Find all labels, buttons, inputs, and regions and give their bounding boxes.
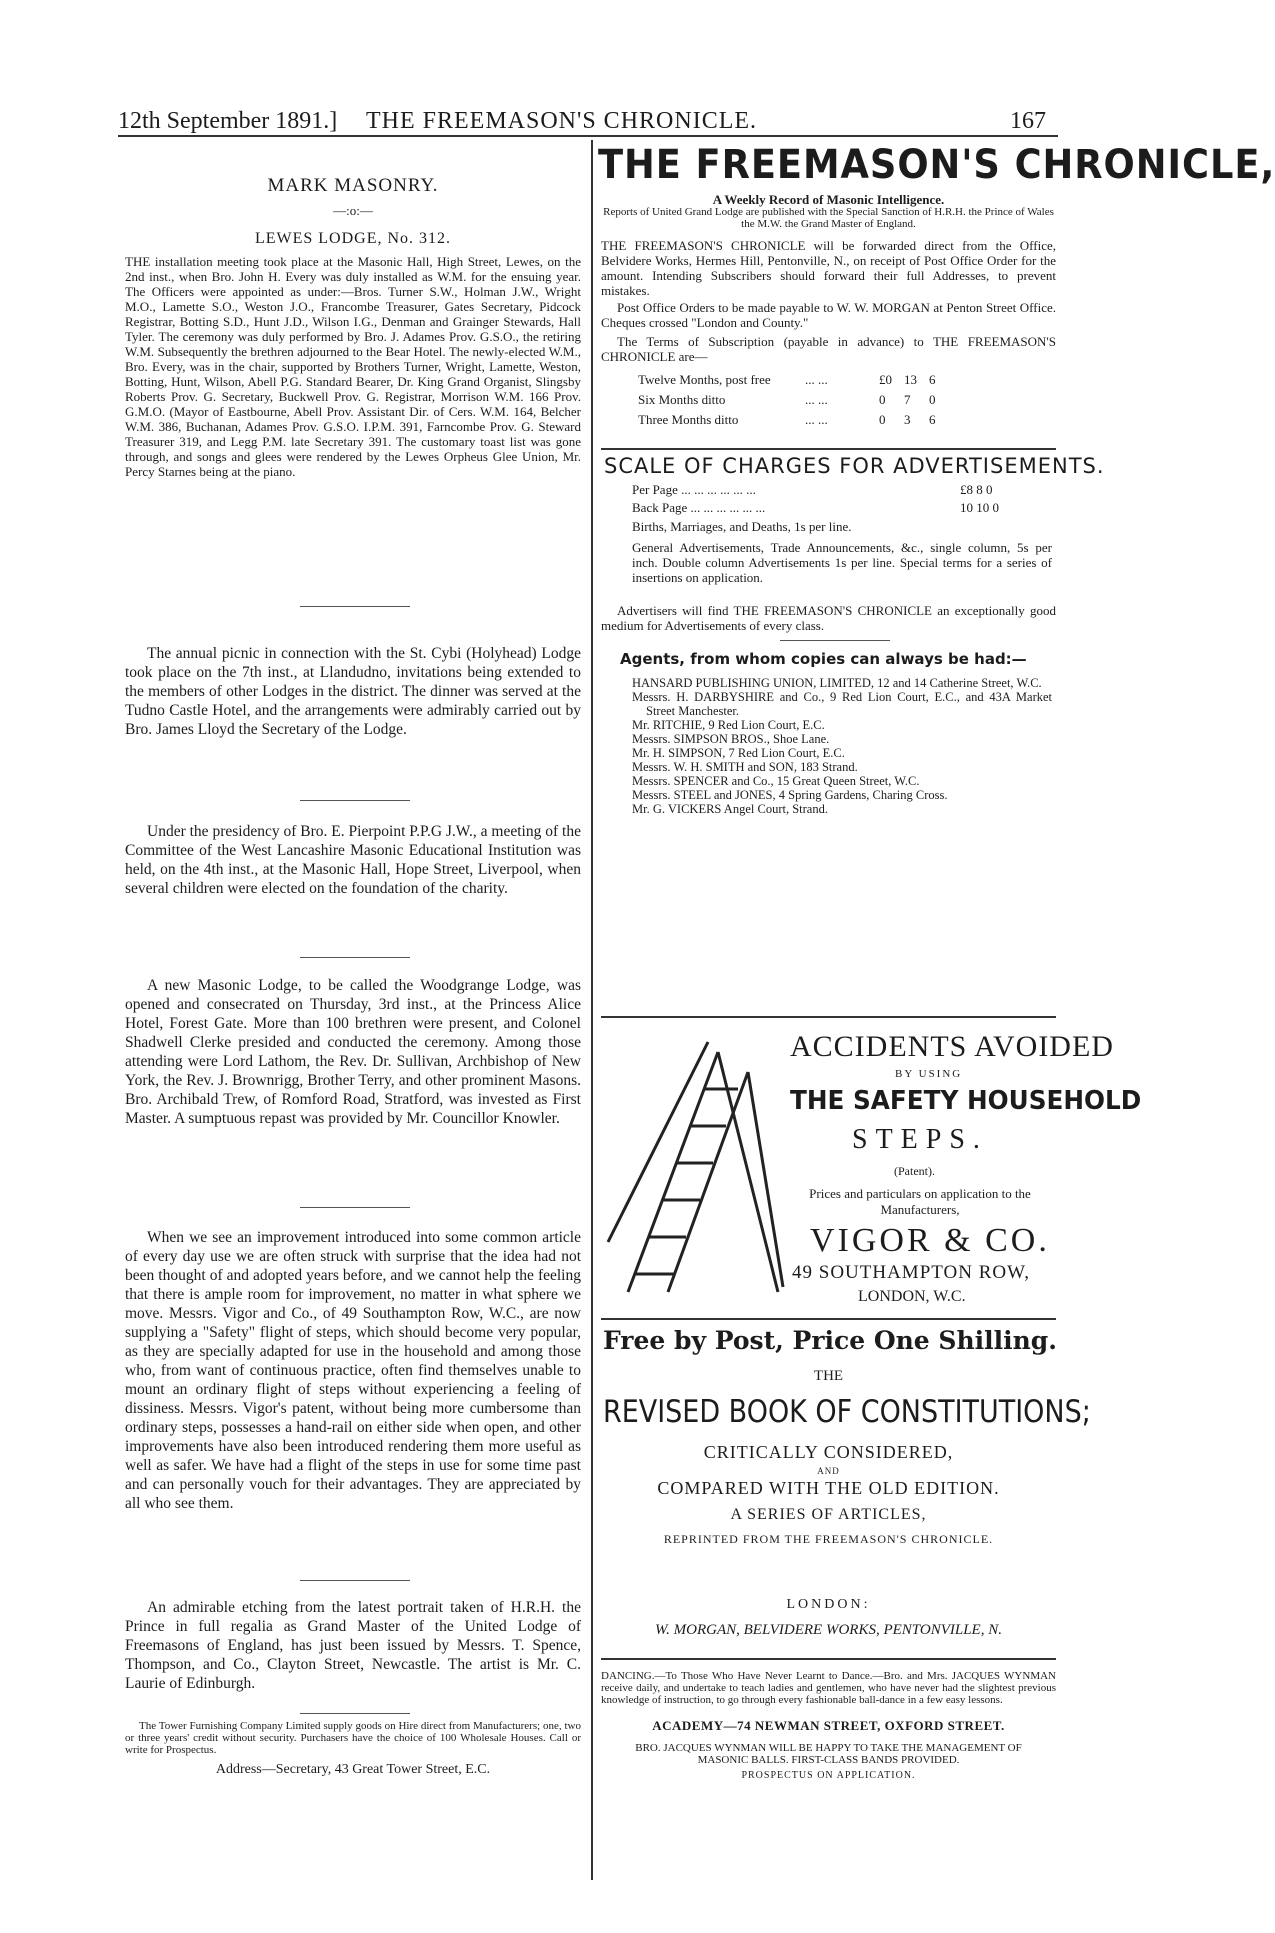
list-item: Mr. H. SIMPSON, 7 Red Lion Court, E.C. — [632, 746, 845, 760]
masonic-balls-note: BRO. JACQUES WYNMAN WILL BE HAPPY TO TAKE THE MANAGEMENT OF MASONIC BALLS. FIRST-CLASS BANDS PROVIDED. — [635, 1742, 1022, 1766]
list-item: Mr. RITCHIE, 9 Red Lion Court, E.C. — [632, 718, 825, 732]
section-rule — [601, 1318, 1056, 1320]
article-rule — [300, 1580, 410, 1581]
compared-title: COMPARED WITH THE OLD EDITION. — [657, 1478, 1000, 1498]
article-rule — [300, 800, 410, 801]
header-rule — [118, 135, 1058, 137]
series-of-articles: A SERIES OF ARTICLES, — [730, 1506, 927, 1523]
article-rule — [300, 1207, 410, 1208]
section-title: MARK MASONRY. — [267, 175, 439, 196]
leaders: ... ... — [805, 392, 828, 407]
publisher-line: W. MORGAN, BELVIDERE WORKS, PENTONVILLE, N. — [655, 1622, 1002, 1638]
per-page-price: £8 8 0 — [960, 482, 993, 497]
list-item: Messrs. H. DARBYSHIRE and Co., 9 Red Lion Court, E.C., and 43A Market Street Manchester. — [632, 690, 1052, 718]
list-item: Messrs. SPENCER and Co., 15 Great Queen Street, W.C. — [632, 774, 920, 788]
safety-steps-illustration — [598, 1042, 788, 1302]
article-rule — [300, 957, 410, 958]
pounds: £0 — [879, 372, 892, 387]
agents-list — [632, 676, 1052, 816]
masthead: THE FREEMASON'S CHRONICLE, — [598, 142, 1275, 188]
ad-by-using: BY USING — [895, 1068, 963, 1080]
period: Six Months ditto — [638, 392, 726, 407]
section-rule — [601, 1658, 1056, 1660]
ad-vigor-co: VIGOR & CO. — [810, 1222, 1050, 1259]
revised-book-title: REVISED BOOK OF CONSTITUTIONS; — [603, 1394, 1091, 1430]
picnic-article: The annual picnic in connection with the St. Cybi (Holyhead) Lodge took place on the 7th inst., at Llandudno, invitations being extended to the members of other Lodges in the district. The dinner was served at the Tudno Castle Hotel, and the arrangements were admirably carried out by Bro. James Lloyd the Secretary of the Lodge. — [125, 645, 581, 738]
tower-furnishing-notice: The Tower Furnishing Company Limited supply goods on Hire direct from Manufacturers; one, two or three years' credit without security. Purchasers have the choice of 100 Wholesale Houses. Call or write for Prospectus. — [125, 1720, 581, 1756]
book-the: THE — [813, 1368, 844, 1384]
article-rule — [300, 1713, 410, 1714]
section-divider: —:o:— — [333, 203, 373, 218]
section-rule — [601, 1016, 1056, 1018]
reports-note: Reports of United Grand Lodge are published with the Special Sanction of H.R.H. the Prince of Wales the M.W. the Grand Master of England. — [603, 206, 1054, 230]
lodge-report: THE installation meeting took place at the Masonic Hall, High Street, Lewes, on the 2nd inst., when Bro. John H. Every was duly installed as W.M. for the ensuing year. The Officers were appointed as under:—Bros. Turner S.W., Holman J.W., Wright M.O., Lamette S.O., Weston J.O., Francombe Treasurer, Gates Secretary, Pidcock Registrar, Botting S.D., Hunt J.D., Wilson I.G., Denman and Grainger Stewards, Hall Tyler. The ceremony was duly performed by Bro. J. Adames Prov. G.S.O., the retiring W.M. Subsequently the brethren adjourned to the Bear Hotel. The newly-elected W.M., Bro. Every, was in the chair, supported by Brothers Turner, Wright, Lamette, Weston, Botting, Hunt, Wilson, Abell P.G. Standard Bearer, Dr. King Grand Organist, Slingsby Roberts Prov. G. Secretary, Buckwell Prov. G. Registrar, Morrison W.M. 166 Prov. G.M.O. (Mayor of Eastbourne, Abell Prov. Assistant Dir. of Cers. W.M. 164, Belcher W.M. 386, Buchanan, Adames Prov. G.S.O. I.P.M. 391, Farncombe Prov. G. Steward Treasurer 319, and Legg P.M. late Secretary 391. The customary toast list was gone through, and songs and glees were rendered by the Lewes Orpheus Glee Union, Mr. Percy Starnes being at the piano. — [125, 254, 581, 479]
london-label: LONDON: — [786, 1597, 871, 1612]
issue-date: 12th September 1891.] — [118, 108, 338, 134]
ad-southampton-row: 49 SOUTHAMPTON ROW, — [792, 1262, 1031, 1283]
advert-scale-title: SCALE OF CHARGES FOR ADVERTISEMENTS. — [604, 454, 1105, 478]
column-divider — [591, 140, 593, 1880]
births-rate: Births, Marriages, and Deaths, 1s per line. — [632, 519, 852, 534]
period: Twelve Months, post free — [638, 372, 771, 387]
woodgrange-article: A new Masonic Lodge, to be called the Woodgrange Lodge, was opened and consecrated on Thursday, 3rd inst., at the Princess Alice Hotel, Forest Gate. More than 100 brethren were present, and Colonel Shadwell Clerke presided and conducted the ceremony. Among those attending were Lord Lathom, the Rev. Dr. Sullivan, Archbishop of New York, the Rev. J. Brownrigg, Brother Terry, and other prominent Masons. Bro. Archibald Trew, of Romford Road, Stratford, was invested as First Master. A sumptuous repast was provided by Mr. Councillor Knowler. — [125, 977, 581, 1127]
subscription-row — [632, 370, 942, 390]
reprinted-note: REPRINTED FROM THE FREEMASON'S CHRONICLE. — [663, 1532, 994, 1546]
pounds: 0 — [879, 392, 886, 407]
ad-patent: (Patent). — [894, 1164, 935, 1178]
free-by-post: Free by Post, Price One Shilling. — [603, 1326, 1057, 1355]
shillings: 7 — [904, 392, 911, 407]
ad-prices-note: Prices and particulars on application to the Manufacturers, — [809, 1186, 1031, 1217]
shillings: 13 — [904, 372, 917, 387]
general-advert-rate: General Advertisements, Trade Announcements, &c., single column, 5s per inch. Double column Advertisements 1s per line. Special terms for a series of insertions on application. — [632, 540, 1052, 585]
list-item: Mr. G. VICKERS Angel Court, Strand. — [632, 802, 828, 816]
ad-accidents-avoided: ACCIDENTS AVOIDED — [790, 1030, 1114, 1063]
committee-article: Under the presidency of Bro. E. Pierpoint P.P.G J.W., a meeting of the Committee of the West Lancashire Masonic Educational Institution was held, on the 4th inst., at the Masonic Hall, Hope Street, Liverpool, when several children were elected on the foundation of the charity. — [125, 823, 581, 897]
ad-steps: STEPS. — [852, 1124, 988, 1155]
subscription-row — [632, 390, 942, 410]
pence: 6 — [929, 372, 936, 387]
back-page-label: Back Page ... ... ... ... ... ... — [632, 500, 766, 515]
mark-masonry-section — [125, 175, 581, 479]
list-item: HANSARD PUBLISHING UNION, LIMITED, 12 and 14 Catherine Street, W.C. — [632, 676, 1042, 690]
tower-address: Address—Secretary, 43 Great Tower Street, E.C. — [215, 1762, 491, 1777]
agents-title: Agents, from whom copies can always be had:— — [620, 650, 1027, 668]
prospectus-note: PROSPECTUS ON APPLICATION. — [741, 1770, 916, 1781]
ad-london: LONDON, W.C. — [858, 1288, 966, 1305]
pounds: 0 — [879, 412, 886, 427]
advertisers-note: Advertisers will find THE FREEMASON'S CHRONICLE an exceptionally good medium for Advertisements of every class. — [601, 603, 1056, 633]
and-label: AND — [817, 1466, 840, 1476]
pence: 0 — [929, 392, 936, 407]
subscription-terms: The Terms of Subscription (payable in advance) to THE FREEMASON'S CHRONICLE are— — [601, 334, 1056, 364]
leaders: ... ... — [805, 412, 828, 427]
post-office-notice: Post Office Orders to be made payable to W. W. MORGAN at Penton Street Office. Cheques crossed "London and County." — [601, 300, 1056, 330]
subscription-table — [632, 370, 942, 430]
back-page-price: 10 10 0 — [960, 500, 999, 515]
page-number: 167 — [1010, 108, 1046, 134]
etching-article: An admirable etching from the latest portrait taken of H.R.H. the Prince in full regalia as Grand Master of the United Lodge of Freemasons of England, has just been issued by Messrs. T. Spence, Thompson, and Co., Clayton Street, Newcastle. The artist is Mr. C. Laurie of Edinburgh. — [125, 1599, 581, 1692]
ad-safety-household: THE SAFETY HOUSEHOLD — [790, 1086, 1142, 1116]
forwarding-notice: THE FREEMASON'S CHRONICLE will be forwarded direct from the Office, Belvidere Works, Hermes Hill, Pentonville, N., on receipt of Post Office Order for the amount. Intending Subscribers should forward their full Addresses, to prevent mistakes. — [601, 238, 1056, 298]
dancing-advert: DANCING.—To Those Who Have Never Learnt to Dance.—Bro. and Mrs. JACQUES WYNMAN receive daily, and undertake to teach ladies and gentlemen, who have never had the slightest previous knowledge of instruction, to go through every fashionable ball-dance in a few easy lessons. — [601, 1670, 1056, 1706]
newspaper-title: THE FREEMASON'S CHRONICLE. — [366, 108, 758, 134]
masthead-subtitle: A Weekly Record of Masonic Intelligence. — [712, 192, 945, 207]
subscription-row — [632, 410, 942, 430]
article-rule — [780, 640, 890, 641]
article-rule — [300, 606, 410, 607]
period: Three Months ditto — [638, 412, 739, 427]
vigor-steps-article: When we see an improvement introduced into some common article of every day use we are often struck with surprise that the idea had not been thought of and adopted years before, and we cannot help the feeling that there is ample room for improvement, no matter in what sphere we move. Messrs. Vigor and Co., of 49 Southampton Row, W.C., are now supplying a "Safety" flight of steps, which should become very popular, as they are specially adapted for use in the household and among those who, from want of continuous practice, often find themselves unable to mount an ordinary flight of steps without experiencing a feeling of dissiness. Messrs. Vigor's patent, without being more cumbersome than ordinary steps, possesses a hand-rail on either side when open, and other improvements have also been introduced rendering them more useful as well as safer. We have had a flight of the steps in use for some time past and can personally vouch for their advantages. They are appreciated by all who see them. — [125, 1229, 581, 1512]
shillings: 3 — [904, 412, 911, 427]
list-item: Messrs. SIMPSON BROS., Shoe Lane. — [632, 732, 830, 746]
pence: 6 — [929, 412, 936, 427]
section-rule — [601, 448, 1056, 450]
list-item: Messrs. W. H. SMITH and SON, 183 Strand. — [632, 760, 858, 774]
academy-address: ACADEMY—74 NEWMAN STREET, OXFORD STREET. — [652, 1718, 1005, 1733]
per-page-label: Per Page ... ... ... ... ... ... — [632, 482, 756, 497]
critically-considered: CRITICALLY CONSIDERED, — [703, 1442, 954, 1462]
lodge-title: LEWES LODGE, No. 312. — [254, 230, 452, 247]
list-item: Messrs. STEEL and JONES, 4 Spring Gardens, Charing Cross. — [632, 788, 948, 802]
leaders: ... ... — [805, 372, 828, 387]
